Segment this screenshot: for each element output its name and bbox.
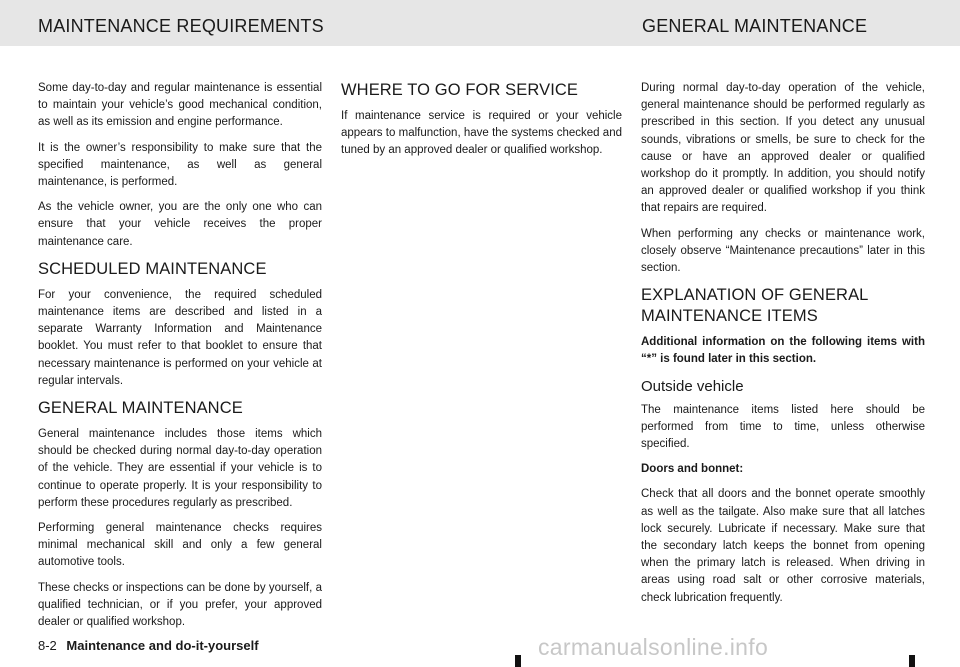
item-heading-doors-bonnet: Doors and bonnet: — [641, 463, 744, 476]
footer-section-title: Maintenance and do-it-yourself — [66, 638, 259, 653]
intro-paragraph: Some day-to-day and regular maintenance is essential to maintain your vehicle’s good mechanical condition, as well as its emission and engine performance. — [38, 82, 322, 129]
scheduled-maintenance-text: For your convenience, the required scheduled maintenance items are described and listed in a separate Warranty Information and Maintenance booklet. You must refer to that booklet to ensure that necessary maintenance is performed on your vehicle at regular intervals. — [38, 288, 322, 387]
section-heading-explanation: EXPLANATION OF GENERAL MAINTENANCE ITEMS — [641, 286, 868, 326]
subheading-outside-vehicle: Outside vehicle — [641, 377, 744, 395]
general-maintenance-paragraph: These checks or inspections can be done by yourself, a qualified technician, or if you prefer, your approved dealer or qualified workshop. — [38, 581, 322, 629]
section-heading-scheduled-maintenance: SCHEDULED MAINTENANCE — [38, 259, 267, 278]
text-column-right — [641, 80, 925, 615]
intro-paragraph: It is the owner’s responsibility to make sure that the specified maintenance, as well as general maintenance, is performed. — [38, 141, 322, 189]
general-maintenance-paragraph: When performing any checks or maintenance work, closely observe “Maintenance precautions” later in this section. — [641, 227, 925, 275]
crop-mark-right — [909, 655, 915, 667]
where-to-go-text: If maintenance service is required or your vehicle appears to malfunction, have the systems checked and tuned by an approved dealer or qualified workshop. — [341, 110, 622, 157]
page-title-left: MAINTENANCE REQUIREMENTS — [38, 16, 324, 36]
general-maintenance-paragraph: During normal day-to-day operation of the vehicle, general maintenance should be performed regularly as prescribed in this section. If you detect any unusual sounds, vibrations or smells, be sure to check for the cause or have an approved dealer or qualified workshop do it promptly. In addition, you should notify an approved dealer or qualified workshop if you think that repairs are required. — [641, 82, 925, 215]
section-heading-where-to-go: WHERE TO GO FOR SERVICE — [341, 81, 579, 99]
bold-note: Additional information on the following items with “*” is found later in this section. — [641, 336, 925, 366]
text-column-middle — [341, 80, 622, 168]
watermark: carmanualsonline.info — [538, 634, 769, 660]
page-title-right: GENERAL MAINTENANCE — [642, 16, 868, 36]
intro-paragraph: As the vehicle owner, you are the only one who can ensure that your vehicle receives the proper maintenance care. — [38, 201, 322, 248]
text-column-left — [38, 80, 322, 639]
page-number: 8-2 — [38, 638, 57, 653]
section-heading-general-maintenance: GENERAL MAINTENANCE — [38, 399, 243, 418]
general-maintenance-paragraph: Performing general maintenance checks requires minimal mechanical skill and only a few general automotive tools. — [38, 522, 322, 569]
doors-bonnet-text: Check that all doors and the bonnet operate smoothly as well as the tailgate. Also make sure that all latches lock securely. Lubricate if necessary. Make sure that the secondary latch keeps the bonnet from opening when the primary latch is released. When driving in areas using road salt or other corrosive materials, check lubrication frequently. — [641, 488, 925, 604]
crop-mark-left — [515, 655, 521, 667]
page-footer — [38, 638, 259, 653]
header-band-right — [624, 0, 960, 46]
outside-vehicle-text: The maintenance items listed here should be performed from time to time, unless otherwise specified. — [641, 403, 925, 451]
header-band-left — [0, 0, 624, 46]
general-maintenance-paragraph: General maintenance includes those items which should be checked during normal day-to-day operation of the vehicle. They are essential if your vehicle is to continue to operate properly. It is your responsibility to perform these procedures regularly as prescribed. — [38, 428, 322, 509]
